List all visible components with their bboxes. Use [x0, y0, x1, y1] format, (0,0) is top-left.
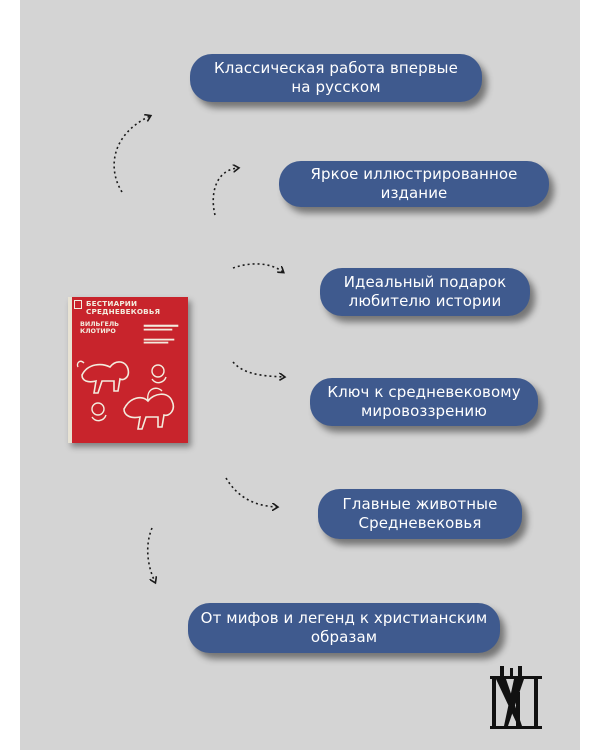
book-author-line-1: ВИЛЬГЕЛЬ [80, 320, 120, 328]
feature-pill-6 [188, 603, 500, 653]
feature-pill-4 [310, 378, 538, 426]
book-title-line-2: СРЕДНЕВЕКОВЬЯ [86, 307, 161, 316]
publisher-logo-icon [488, 664, 544, 734]
arrow-4 [233, 362, 284, 377]
arrow-6 [148, 528, 155, 582]
book-cover [68, 297, 188, 443]
book-author-line-2: КЛОТИРО [80, 327, 116, 336]
feature-2-line-2: издание [380, 184, 448, 202]
arrow-3 [233, 264, 283, 272]
arrow-2 [213, 168, 238, 215]
feature-3-line-2: любителю истории [348, 292, 502, 310]
arrow-5 [226, 478, 277, 507]
arrow-1 [114, 116, 150, 192]
feature-6-line-1: От мифов и легенд к христианским [200, 609, 488, 627]
feature-pill-1 [190, 54, 482, 102]
feature-2-line-1: Яркое иллюстрированное [310, 165, 518, 183]
flower-icon [152, 365, 164, 377]
feature-1-line-1: Классическая работа впервые [214, 59, 458, 77]
feature-6-line-2: образам [310, 628, 378, 646]
feature-4-line-2: мировоззрению [361, 402, 487, 420]
feature-pill-5 [318, 489, 522, 539]
feature-pill-3 [320, 268, 530, 316]
lion-icon [82, 362, 128, 393]
feature-5-line-2: Средневековья [358, 514, 482, 532]
book-illustration [72, 297, 184, 443]
feature-1-line-2: на русском [291, 78, 381, 96]
griffin-icon [124, 394, 173, 429]
feature-4-line-1: Ключ к средневековому [327, 383, 521, 401]
feature-5-line-1: Главные животные [342, 495, 498, 513]
feature-3-line-1: Идеальный подарок [343, 273, 507, 291]
feature-pill-2 [279, 161, 549, 207]
book-title-line-1: БЕСТИАРИИ [86, 299, 138, 308]
